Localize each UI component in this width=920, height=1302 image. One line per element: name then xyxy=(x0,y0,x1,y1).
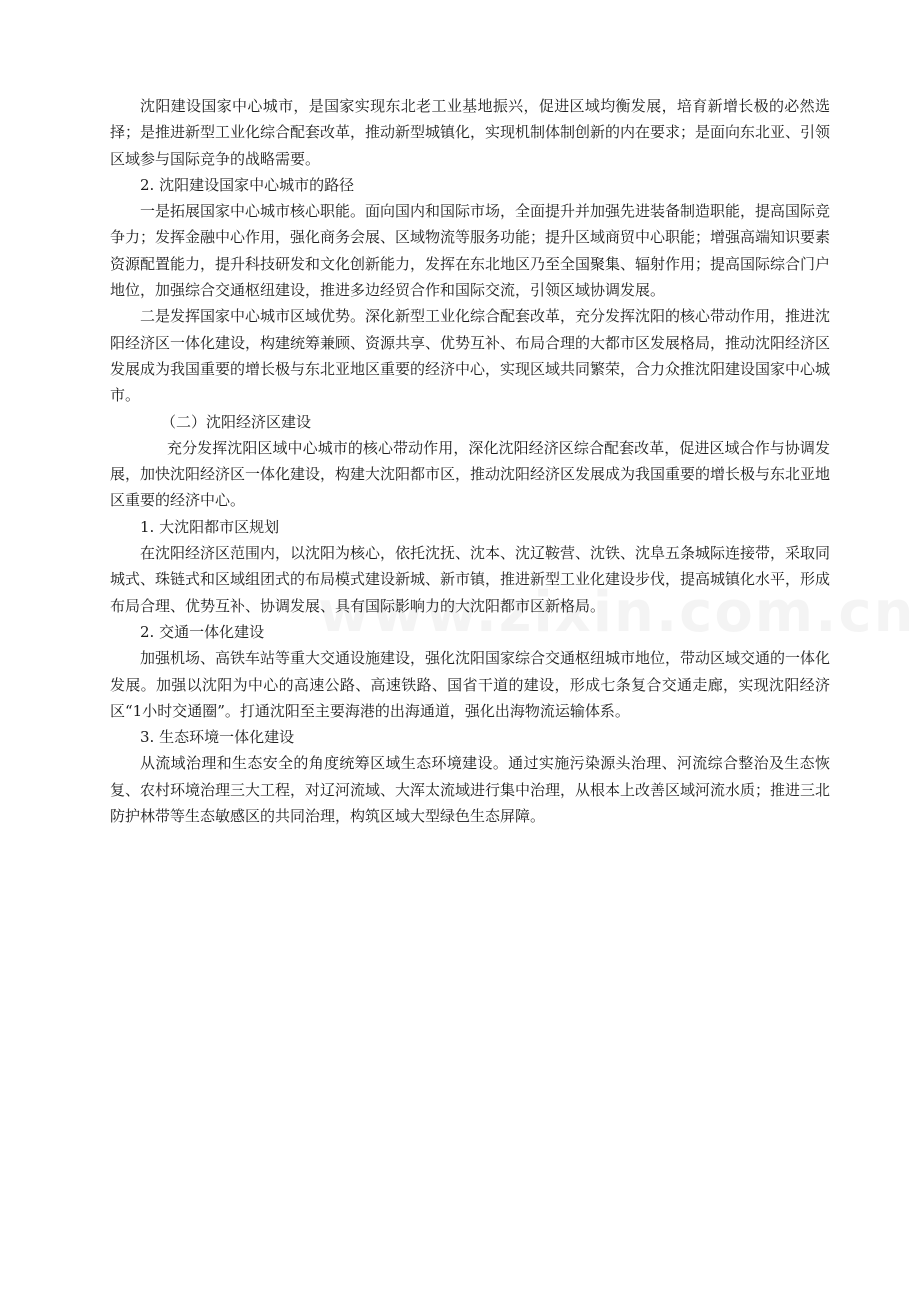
paragraph-transport: 加强机场、高铁车站等重大交通设施建设，强化沈阳国家综合交通枢纽城市地位，带动区域交通的一体化发展。加强以沈阳为中心的高速公路、高速铁路、国省干道的建设，形成七条复合交通走廊，实现沈阳经济区“1小时交通圈”。打通沈阳至主要海港的出海通道，强化出海物流运输体系。 xyxy=(110,649,831,720)
paragraph-intro: 沈阳建设国家中心城市，是国家实现东北老工业基地振兴，促进区域均衡发展，培育新增长极的必然选择；是推进新型工业化综合配套改革，推动新型城镇化，实现机制体制创新的内在要求；是面向东北亚、引领区域参与国际竞争的战略需要。 xyxy=(110,97,831,168)
paragraph-metro-plan: 在沈阳经济区范围内，以沈阳为核心，依托沈抚、沈本、沈辽鞍营、沈铁、沈阜五条城际连接带，采取同城式、珠链式和区域组团式的布局模式建设新城、新市镇，推进新型工业化建设步伐，提高城镇化水平，形成布局合理、优势互补、协调发展、具有国际影响力的大沈阳都市区新格局。 xyxy=(110,544,831,615)
document-page xyxy=(110,93,830,829)
subheading-transport: 2. 交通一体化建设 xyxy=(140,622,265,641)
paragraph-core-functions: 一是拓展国家中心城市核心职能。面向国内和国际市场，全面提升并加强先进装备制造职能，提高国际竞争力；发挥金融中心作用，强化商务会展、区域物流等服务功能；提升区域商贸中心职能；增强高端知识要素资源配置能力，提升科技研发和文化创新能力，发挥在东北地区乃至全国聚集、辐射作用；提高国际综合门户地位，加强综合交通枢纽建设，推进多边经贸合作和国际交流，引领区域协调发展。 xyxy=(110,202,831,300)
subheading-metro-plan: 1. 大沈阳都市区规划 xyxy=(140,517,280,536)
paragraph-regional-advantage: 二是发挥国家中心城市区域优势。深化新型工业化综合配套改革，充分发挥沈阳的核心带动作用，推进沈阳经济区一体化建设，构建统筹兼顾、资源共享、优势互补、布局合理的大都市区发展格局，推动沈阳经济区发展成为我国重要的增长极与东北亚地区重要的经济中心，实现区域共同繁荣，合力众推沈阳建设国家中心城市。 xyxy=(110,307,831,405)
subheading-ecology: 3. 生态环境一体化建设 xyxy=(140,728,295,747)
section-heading-economic-zone: （二）沈阳经济区建设 xyxy=(161,412,312,431)
paragraph-ecology: 从流域治理和生态安全的角度统筹区域生态环境建设。通过实施污染源头治理、河流综合整治及生态恢复、农村环境治理三大工程，对辽河流域、大浑太流域进行集中治理，从根本上改善区域河流水质；推进三北防护林带等生态敏感区的共同治理，构筑区域大型绿色生态屏障。 xyxy=(110,754,831,826)
paragraph-economic-zone: 充分发挥沈阳区域中心城市的核心带动作用，深化沈阳经济区综合配套改革，促进区域合作与协调发展，加快沈阳经济区一体化建设，构建大沈阳都市区，推动沈阳经济区发展成为我国重要的增长极与东北亚地区重要的经济中心。 xyxy=(110,438,831,510)
subheading-path: 2. 沈阳建设国家中心城市的路径 xyxy=(140,175,355,194)
